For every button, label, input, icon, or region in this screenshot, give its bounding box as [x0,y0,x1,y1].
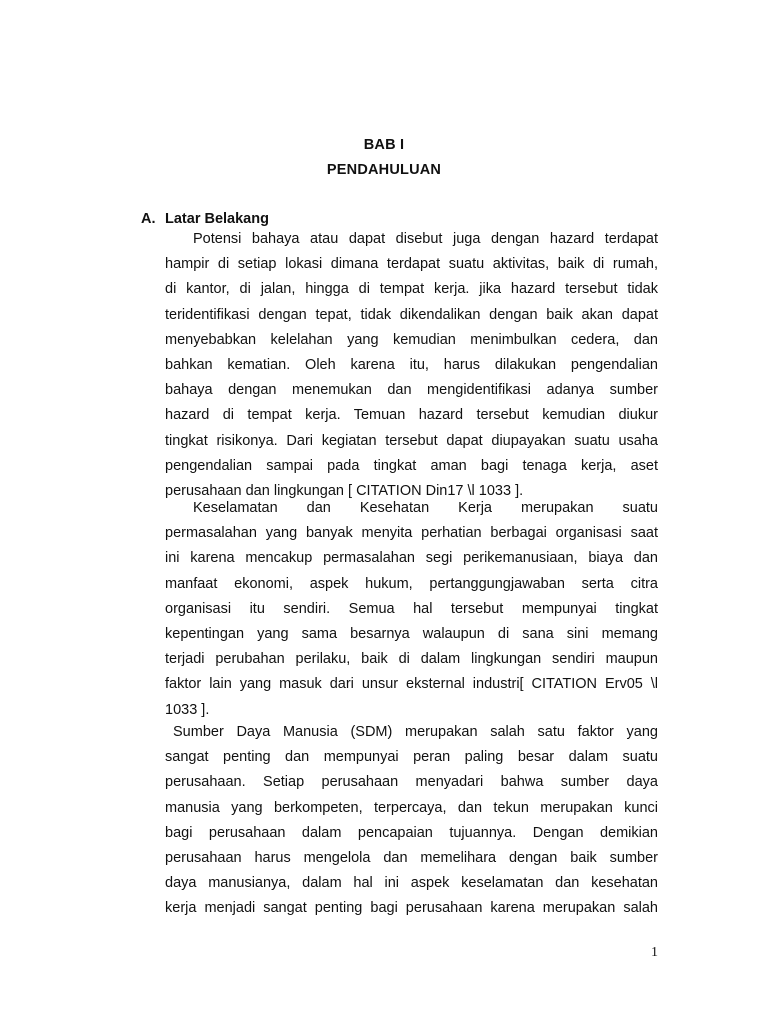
paragraph-line: Sumber Daya Manusia (SDM) merupakan salah satu faktor yang [173,724,658,740]
paragraph-line: ini karena mencakup permasalahan segi perikemanusiaan, biaya dan [165,550,658,567]
paragraph-line: kepentingan yang sama besarnya walaupun di sana sini memang [165,626,658,643]
paragraph-line: pengendalian sampai pada tingkat aman bagi tenaga kerja, aset [165,457,658,474]
paragraph-line: kerja menjadi sangat penting bagi perusahaan karena merupakan salah [165,900,658,917]
paragraph-line: manfaat ekonomi, aspek hukum, pertanggungjawaban serta citra [165,575,658,592]
paragraph-line: manusia yang berkompeten, terpercaya, dan tekun merupakan kunci [165,799,658,816]
paragraph-line: hazard di tempat kerja. Temuan hazard tersebut kemudian diukur [165,407,658,424]
paragraph-line: perusahaan. Setiap perusahaan menyadari bahwa sumber daya [165,774,658,791]
paragraph-line: organisasi itu sendiri. Semua hal tersebut mempunyai tingkat [165,600,658,617]
paragraph-line: di kantor, di jalan, hingga di tempat kerja. jika hazard tersebut tidak [165,281,658,298]
section-heading [141,211,269,227]
chapter-title: PENDAHULUAN [326,162,442,178]
page-number: 1 [651,945,658,960]
chapter-number: BAB I [363,137,405,153]
paragraph-line: terjadi perubahan perilaku, baik di dalam lingkungan sendiri maupun [165,651,658,668]
paragraph-line: faktor lain yang masuk dari unsur eksternal industri[ CITATION Erv05 \l [165,676,658,693]
paragraph-line: perusahaan dan lingkungan [ CITATION Din17 \l 1033 ]. [165,483,524,500]
paragraph-line: bagi perusahaan dalam pencapaian tujuannya. Dengan demikian [165,824,658,841]
paragraph-1 [165,227,658,504]
paragraph-line: hampir di setiap lokasi dimana terdapat suatu aktivitas, baik di rumah, [165,256,658,273]
paragraph-line: sangat penting dan mempunyai peran paling besar dalam suatu [165,749,658,766]
section-title: Latar Belakang [165,211,269,227]
paragraph-line: tingkat risikonya. Dari kegiatan tersebut dapat diupayakan suatu usaha [165,432,658,449]
paragraph-line: menyebabkan kelelahan yang kemudian menimbulkan cedera, dan [165,331,658,348]
paragraph-line: perusahaan harus mengelola dan memelihara dengan baik sumber [165,850,658,867]
paragraph-line: teridentifikasi dengan tepat, tidak dikendalikan dengan baik akan dapat [165,306,658,323]
paragraph-2 [165,496,658,723]
paragraph-line: 1033 ]. [165,701,210,718]
paragraph-line: Potensi bahaya atau dapat disebut juga dengan hazard terdapat [193,231,658,247]
paragraph-3 [165,720,658,922]
paragraph-line: daya manusianya, dalam hal ini aspek keselamatan dan kesehatan [165,875,658,892]
paragraph-line: permasalahan yang banyak menyita perhatian berbagai organisasi saat [165,525,658,542]
paragraph-line: Keselamatan dan Kesehatan Kerja merupakan suatu [193,500,658,516]
paragraph-line: bahaya dengan menemukan dan mengidentifikasi adanya sumber [165,382,658,399]
paragraph-line: bahkan kematian. Oleh karena itu, harus dilakukan pengendalian [165,357,658,374]
section-letter: A. [141,211,156,227]
